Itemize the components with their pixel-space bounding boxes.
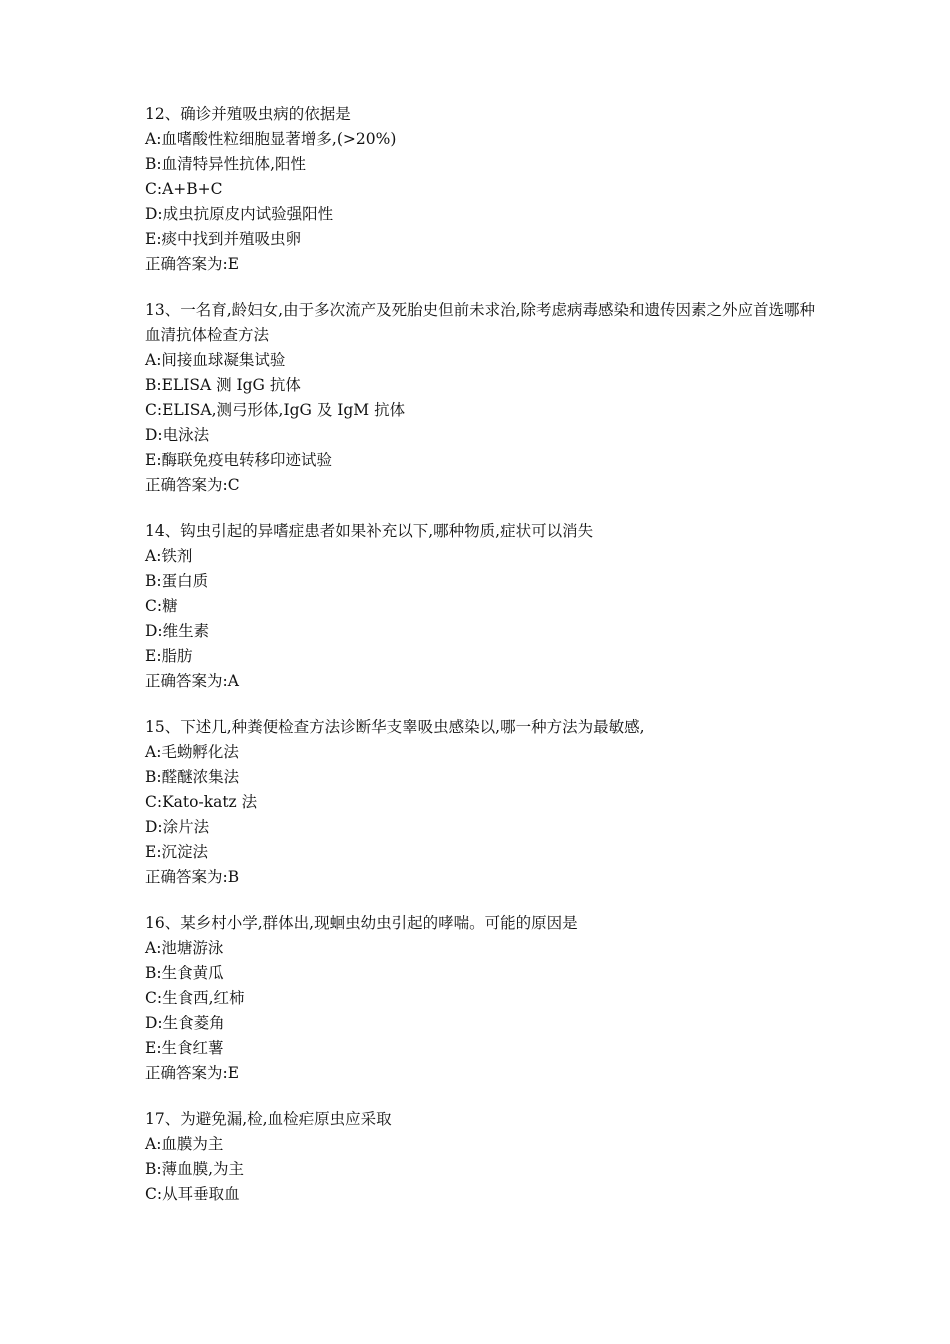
- question-17: [145, 1107, 825, 1207]
- option-b: B:蛋白质: [145, 572, 209, 590]
- correct-answer: 正确答案为:C: [145, 476, 240, 494]
- option-b: B:生食黄瓜: [145, 964, 224, 982]
- option-a: A:铁剂: [145, 547, 193, 565]
- correct-answer: 正确答案为:B: [145, 868, 240, 886]
- option-d: D:电泳法: [145, 426, 210, 444]
- question-stem: 13、一名育,龄妇女,由于多次流产及死胎史但前未求治,除考虑病毒感染和遗传因素之外应首选哪种血清抗体检查方法: [145, 301, 816, 344]
- question-stem: 17、为避免漏,检,血检疟原虫应采取: [145, 1110, 392, 1128]
- option-c: C:A+B+C: [145, 180, 223, 198]
- option-c: C:生食西,红柿: [145, 989, 245, 1007]
- correct-answer: 正确答案为:A: [145, 672, 239, 690]
- option-a: A:血嗜酸性粒细胞显著增多,(>20%): [145, 130, 397, 148]
- option-a: A:间接血球凝集试验: [145, 351, 286, 369]
- option-e: E:痰中找到并殖吸虫卵: [145, 230, 302, 248]
- option-d: D:涂片法: [145, 818, 210, 836]
- option-d: D:成虫抗原皮内试验强阳性: [145, 205, 334, 223]
- option-e: E:沉淀法: [145, 843, 209, 861]
- question-15: [145, 715, 825, 890]
- option-c: C:Kato-katz 法: [145, 793, 258, 811]
- correct-answer: 正确答案为:E: [145, 1064, 240, 1082]
- option-d: D:维生素: [145, 622, 210, 640]
- option-e: E:脂肪: [145, 647, 193, 665]
- option-c: C:从耳垂取血: [145, 1185, 240, 1203]
- option-c: C:糖: [145, 597, 178, 615]
- option-a: A:血膜为主: [145, 1135, 224, 1153]
- question-list: [145, 102, 825, 1228]
- question-stem: 12、确诊并殖吸虫病的依据是: [145, 105, 351, 123]
- question-stem: 16、某乡村小学,群体出,现蛔虫幼虫引起的哮喘。可能的原因是: [145, 914, 578, 932]
- option-c: C:ELISA,测弓形体,IgG 及 IgM 抗体: [145, 401, 406, 419]
- option-b: B:ELISA 测 IgG 抗体: [145, 376, 301, 394]
- option-a: A:毛蚴孵化法: [145, 743, 239, 761]
- question-16: [145, 911, 825, 1086]
- question-12: [145, 102, 825, 277]
- option-e: E:酶联免疫电转移印迹试验: [145, 451, 333, 469]
- option-d: D:生食菱角: [145, 1014, 225, 1032]
- option-e: E:生食红薯: [145, 1039, 224, 1057]
- option-b: B:薄血膜,为主: [145, 1160, 245, 1178]
- question-13: [145, 298, 825, 498]
- option-a: A:池塘游泳: [145, 939, 224, 957]
- option-b: B:血清特异性抗体,阳性: [145, 155, 307, 173]
- question-14: [145, 519, 825, 694]
- option-b: B:醛醚浓集法: [145, 768, 240, 786]
- correct-answer: 正确答案为:E: [145, 255, 240, 273]
- question-stem: 15、下述几,种粪便检查方法诊断华支睾吸虫感染以,哪一种方法为最敏感,: [145, 718, 645, 736]
- question-stem: 14、钩虫引起的异嗜症患者如果补充以下,哪种物质,症状可以消失: [145, 522, 594, 540]
